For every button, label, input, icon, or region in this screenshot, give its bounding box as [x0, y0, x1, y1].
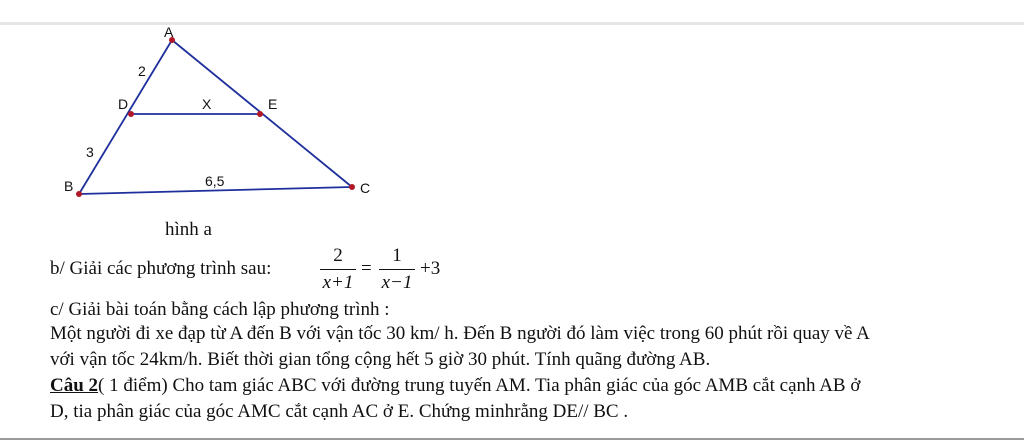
length-label-bc: 6,5 [205, 173, 225, 189]
vertex-label-a: A [164, 24, 174, 40]
cau-2-label: Câu 2 [50, 375, 99, 396]
part-c-line-1: Một người đi xe đạp từ A đến B với vận tốc 30 km/ h. Đến B người đó làm việc trong 60 phút rồi quay về A [50, 323, 870, 344]
length-label-de: X [202, 96, 212, 112]
part-c-heading: c/ Giải bài toán bằng cách lập phương trình : [50, 299, 390, 320]
point-b [76, 191, 82, 197]
fraction-1-denominator: x+1 [322, 272, 354, 293]
fraction-1-bar [320, 269, 356, 270]
equals-sign: = [361, 258, 372, 279]
triangle-lines [79, 40, 352, 194]
triangle-figure [0, 0, 420, 215]
part-b-prefix: b/ Giải các phương trình sau: [50, 258, 272, 279]
bottom-divider [0, 438, 1024, 440]
cau-2-line-1 [50, 375, 860, 397]
vertex-label-c: C [360, 180, 371, 196]
part-c-line-2: với vận tốc 24km/h. Biết thời gian tổng cộng hết 5 giờ 30 phút. Tính quãng đường AB. [50, 349, 711, 370]
point-e [257, 111, 263, 117]
cau-2-line-1-text: ( 1 điểm) Cho tam giác ABC với đường trung tuyến AM. Tia phân giác của góc AMB cắt cạnh AB ở [98, 375, 861, 396]
cau-2-line-2: D, tia phân giác của góc AMC cắt cạnh AC ở E. Chứng minhrằng DE// BC . [50, 401, 629, 422]
figure-caption: hình a [165, 219, 212, 240]
point-c [349, 184, 355, 190]
length-label-db: 3 [86, 144, 94, 160]
vertex-label-b: B [64, 178, 74, 194]
fraction-1 [318, 244, 358, 295]
fraction-1-numerator: 2 [333, 245, 343, 266]
length-label-ad: 2 [138, 63, 146, 79]
fraction-2-denominator: x−1 [381, 272, 413, 293]
plus-three: +3 [420, 258, 441, 279]
point-d [128, 111, 134, 117]
vertex-label-d: D [118, 96, 129, 112]
vertex-label-e: E [268, 96, 278, 112]
side-ab [79, 40, 172, 194]
fraction-2-bar [379, 269, 415, 270]
fraction-2 [377, 244, 417, 295]
fraction-2-numerator: 1 [392, 245, 402, 266]
